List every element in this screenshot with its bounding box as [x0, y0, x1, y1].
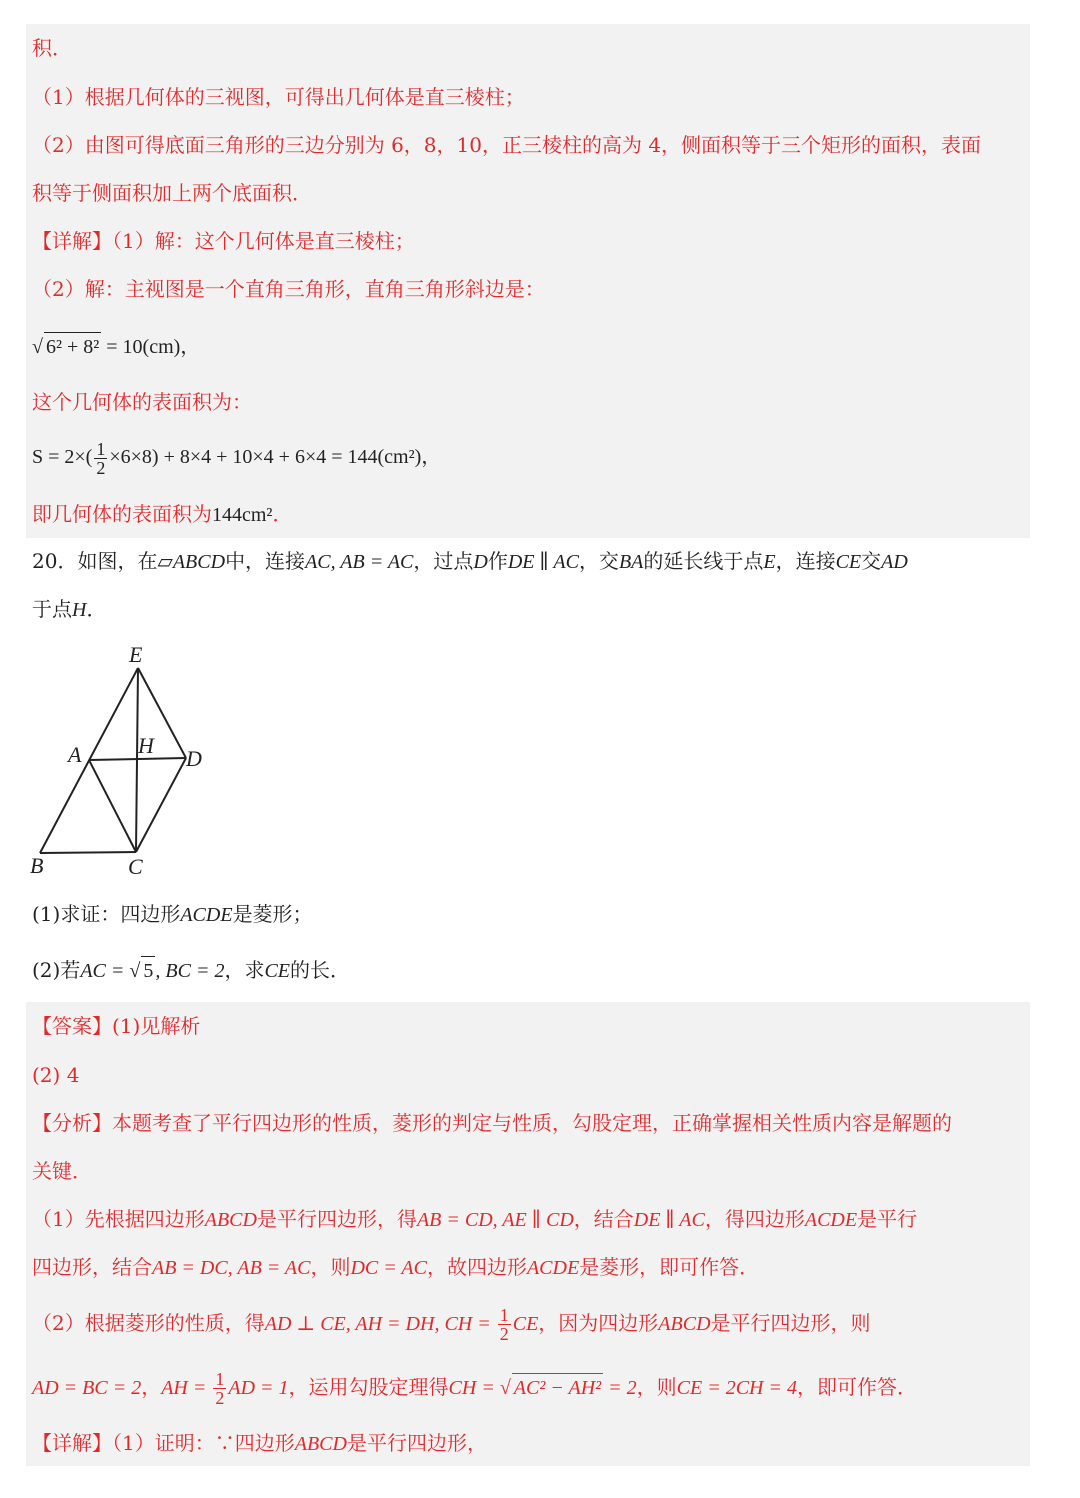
text-line: 积．: [32, 36, 72, 60]
label-H: H: [138, 733, 154, 758]
analysis-line: 【分析】本题考查了平行四边形的性质，菱形的判定与性质，勾股定理，正确掌握相关性质内容是解题的: [32, 1111, 952, 1135]
text-line: 即几何体的表面积为144cm²．: [32, 502, 293, 526]
analysis-line: （2）根据菱形的性质，得AD ⊥ CE, AH = DH, CH = $\frac{1}{2}$ CE，因为四边形ABCD是平行四边形，则: [32, 1305, 871, 1344]
label-E: E: [129, 642, 143, 667]
rhombus-figure: [24, 640, 224, 885]
answer-line: 【答案】(1)见解析: [32, 1014, 201, 1038]
label-A: A: [68, 742, 82, 767]
segment-AC: [89, 760, 136, 852]
text-line: 【详解】（1）解：这个几何体是直三棱柱；: [32, 229, 415, 253]
segment-BC: [40, 852, 136, 853]
text-line: （2）由图可得底面三角形的三边分别为 6，8，10，正三棱柱的高为 4，侧面积等于三个矩形的面积，表面: [32, 133, 982, 157]
fraction: $\frac{1}{2}$: [215, 1369, 225, 1408]
math-text: = 10(cm)，: [101, 336, 201, 358]
segment-CE: [136, 668, 138, 852]
math-text: S = 2×(: [32, 446, 93, 469]
label-B: B: [30, 853, 44, 878]
analysis-line: （1）先根据四边形ABCD是平行四边形，得AB = CD, AE ∥ CD，结合DE ∥ AC，得四边形ACDE是平行: [32, 1207, 918, 1231]
fraction: $\frac{1}{2}$: [499, 1305, 509, 1344]
text-line: 积等于侧面积加上两个底面积．: [32, 181, 312, 205]
analysis-line: 关键．: [32, 1159, 92, 1183]
question-20-line-1: 20．如图，在▱ABCD中，连接AC, AB = AC，过点D作DE ∥ AC，交BA的延长线于点E，连接CE交AD: [32, 549, 908, 573]
math-line: √ 6² + 8² = 10(cm)，: [32, 332, 200, 361]
detail-line: 【详解】（1）证明：∵四边形ABCD是平行四边形，: [32, 1431, 487, 1455]
analysis-line: 四边形，结合AB = DC, AB = AC，则DC = AC，故四边形ACDE是菱形，即可作答．: [32, 1255, 760, 1279]
question-20-part-1: (1)求证：四边形ACDE是菱形；: [32, 902, 313, 926]
sqrt-expression: 6² + 8²: [44, 332, 101, 361]
label-C: C: [128, 854, 143, 879]
segment-DC: [136, 758, 186, 852]
math-text: 144cm²: [212, 504, 273, 526]
text-line: （1）根据几何体的三视图，可得出几何体是直三棱柱；: [32, 85, 525, 109]
answer-line: (2) 4: [32, 1063, 80, 1087]
question-20-part-2: (2)若AC = √ 5 , BC = 2，求CE的长．: [32, 956, 350, 985]
analysis-line: AD = BC = 2，AH = $\frac{1}{2}$ AD = 1，运用勾股定理得CH = √ AC² − AH² = 2，则CE = 2CH = 4，即可作答．: [32, 1369, 917, 1408]
text-line: （2）解：主视图是一个直角三角形，直角三角形斜边是：: [32, 277, 545, 301]
question-20-line-2: 于点H．: [32, 597, 107, 621]
math-text: ×6×8) + 8×4 + 10×4 + 6×4 = 144(cm²)，: [109, 446, 442, 469]
fraction: $\frac{1}{2}$: [96, 439, 106, 478]
label-D: D: [186, 746, 202, 771]
text-line: 这个几何体的表面积为：: [32, 390, 252, 414]
math-line: [32, 440, 441, 477]
